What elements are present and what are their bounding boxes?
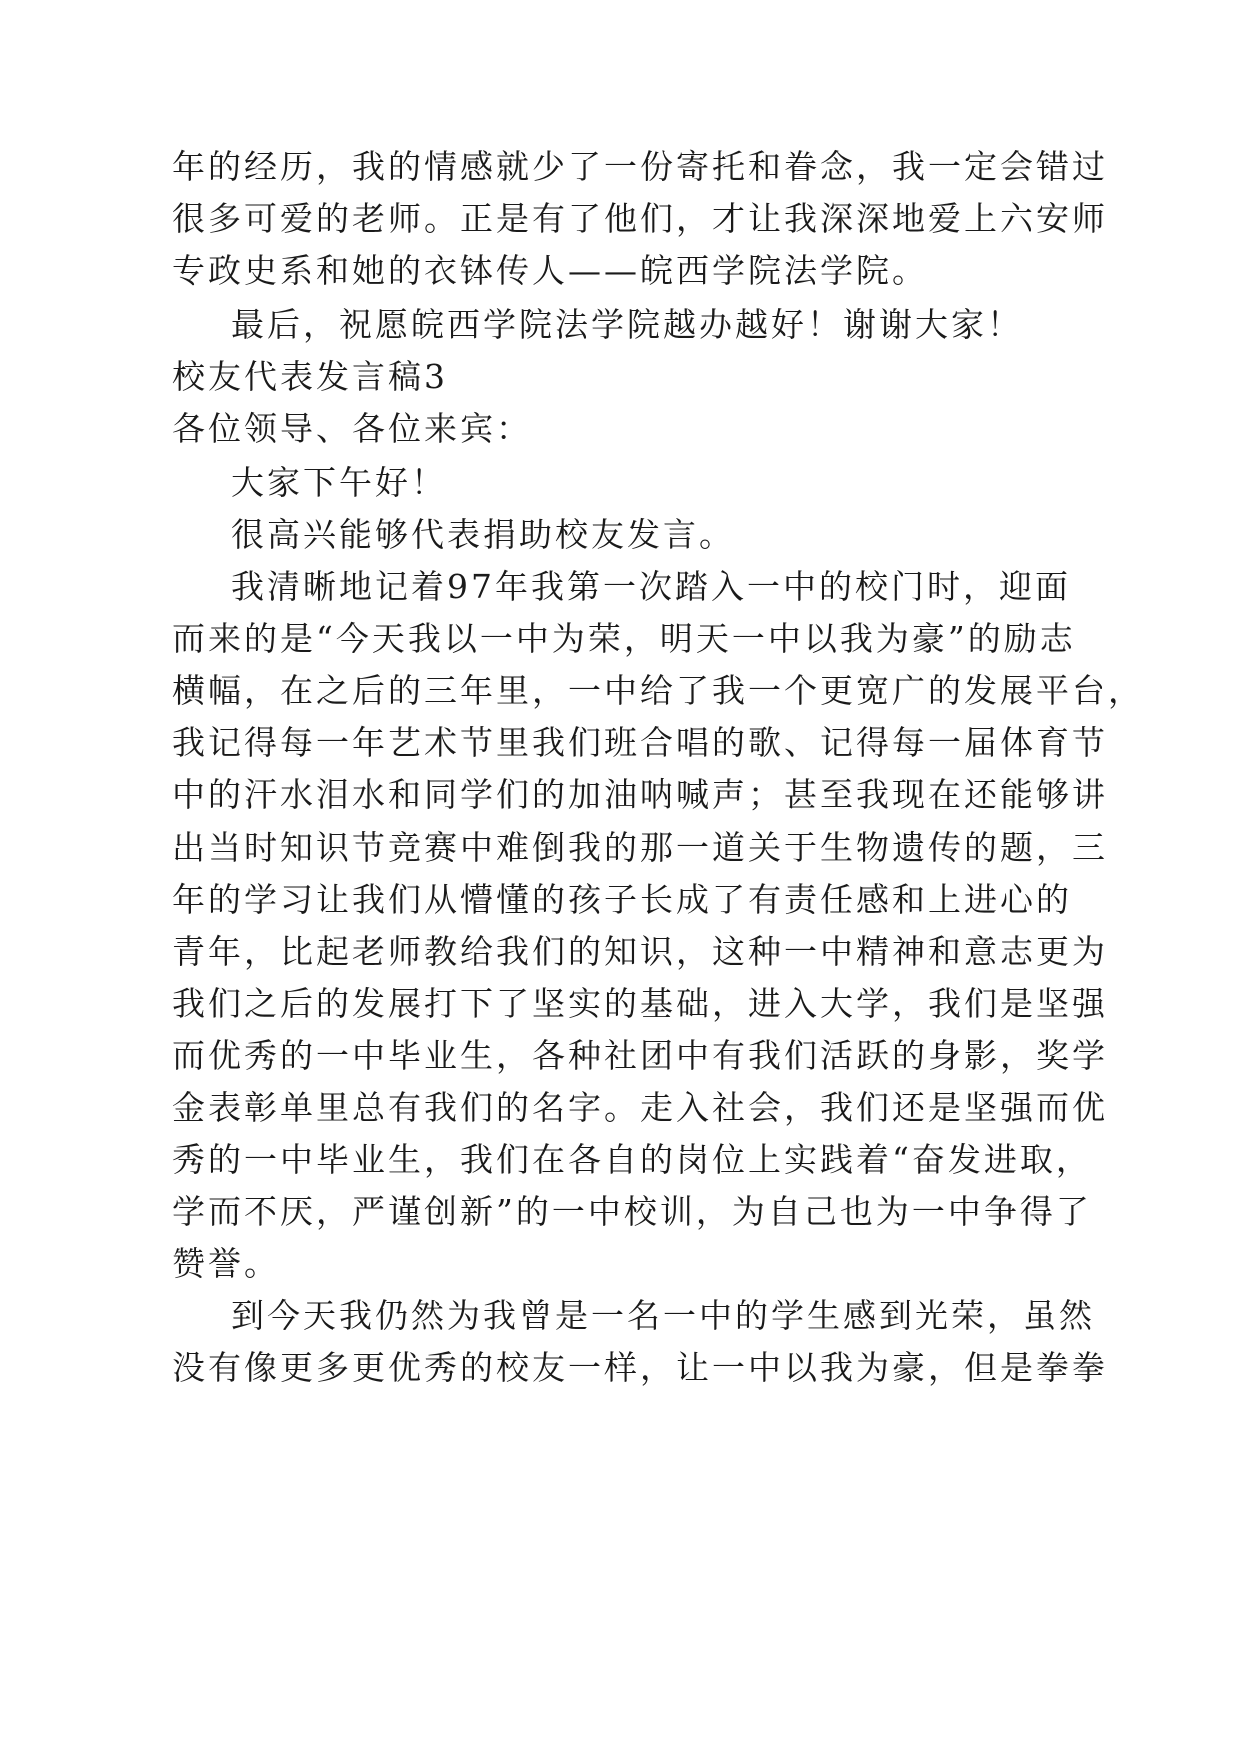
paragraph-line: 很高兴能够代表捐助校友发言。 <box>231 515 735 554</box>
text-line: 没有像更多更优秀的校友一样，让一中以我为豪，但是拳拳 <box>172 1348 1108 1387</box>
text-line: 很多可爱的老师。正是有了他们，才让我深深地爱上六安师 <box>172 199 1108 238</box>
text-line: 赞誉。 <box>172 1244 280 1283</box>
text-line: 金表彰单里总有我们的名字。走入社会，我们还是坚强而优 <box>172 1088 1108 1127</box>
text-line: 而优秀的一中毕业生，各种社团中有我们活跃的身影，奖学 <box>172 1036 1108 1075</box>
text-line: 学而不厌，严谨创新”的一中校训，为自己也为一中争得了 <box>172 1192 1092 1231</box>
paragraph-line: 我清晰地记着97年我第一次踏入一中的校门时，迎面 <box>231 567 1071 606</box>
text-line: 青年，比起老师教给我们的知识，这种一中精神和意志更为 <box>172 932 1108 971</box>
text-line: 出当时知识节竞赛中难倒我的那一道关于生物遗传的题，三 <box>172 828 1108 867</box>
paragraph-line: 到今天我仍然为我曾是一名一中的学生感到光荣，虽然 <box>231 1296 1095 1335</box>
text-line: 我记得每一年艺术节里我们班合唱的歌、记得每一届体育节 <box>172 723 1108 762</box>
text-line: 横幅，在之后的三年里，一中给了我一个更宽广的发展平台， <box>172 671 1144 710</box>
text-line: 我们之后的发展打下了坚实的基础，进入大学，我们是坚强 <box>172 984 1108 1023</box>
salutation: 各位领导、各位来宾： <box>172 409 532 448</box>
paragraph-line: 最后，祝愿皖西学院法学院越办越好！谢谢大家！ <box>231 305 1023 344</box>
section-heading: 校友代表发言稿3 <box>172 357 448 396</box>
greeting-line: 大家下午好！ <box>231 463 447 502</box>
text-line: 而来的是“今天我以一中为荣，明天一中以我为豪”的励志 <box>172 619 1076 658</box>
text-line: 年的学习让我们从懵懂的孩子长成了有责任感和上进心的 <box>172 880 1072 919</box>
text-line: 年的经历，我的情感就少了一份寄托和眷念，我一定会错过 <box>172 147 1108 186</box>
text-line: 秀的一中毕业生，我们在各自的岗位上实践着“奋发进取， <box>172 1140 1092 1179</box>
text-line: 中的汗水泪水和同学们的加油呐喊声；甚至我现在还能够讲 <box>172 775 1108 814</box>
text-line: 专政史系和她的衣钵传人——皖西学院法学院。 <box>172 251 928 290</box>
